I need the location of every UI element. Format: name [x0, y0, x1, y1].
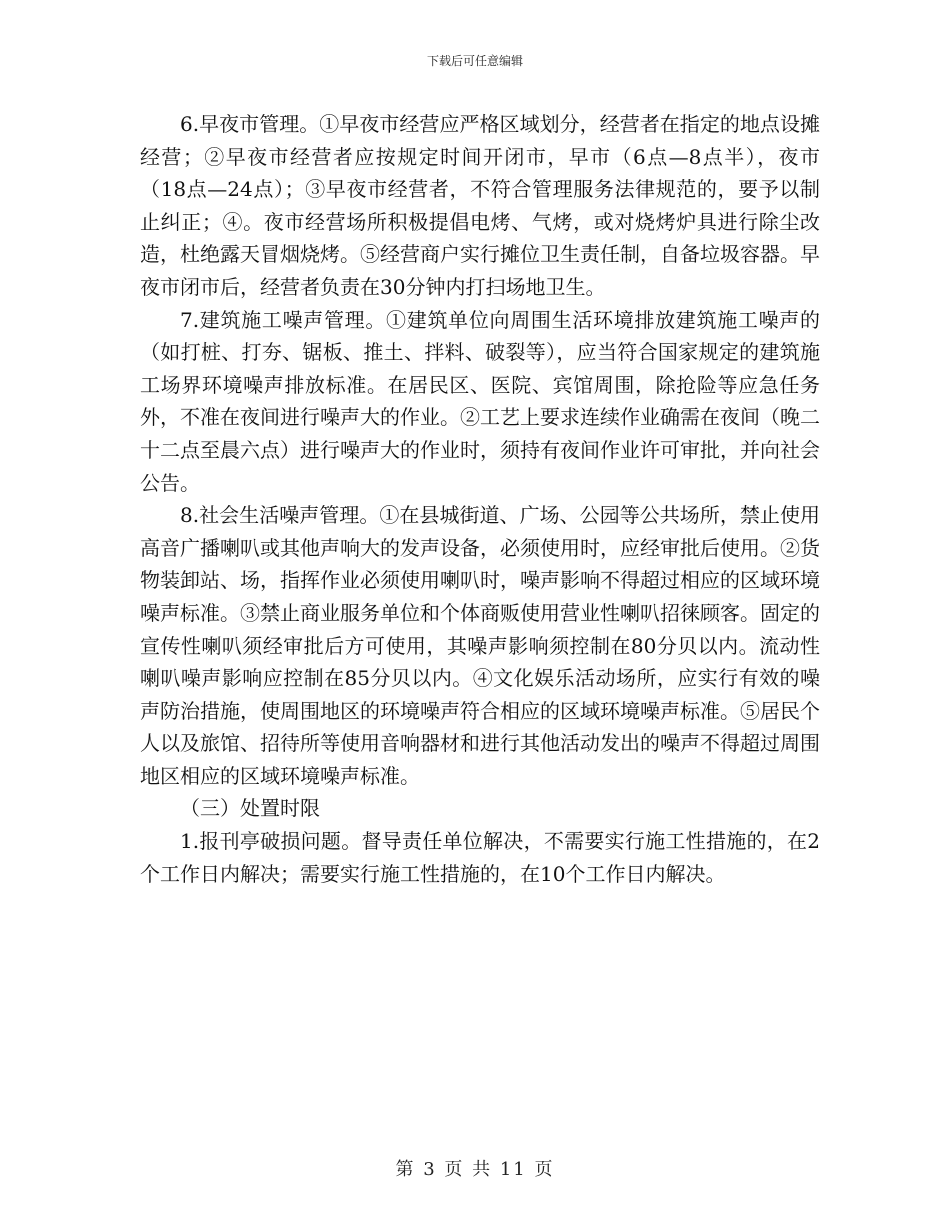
- paragraph-kiosk-damage: 1.报刊亭破损问题。督导责任单位解决，不需要实行施工性措施的，在2个工作日内解决；需要实行施工性措施的，在10个工作日内解决。: [140, 829, 820, 886]
- document-body: [140, 108, 820, 890]
- paragraph-social-noise: 8.社会生活噪声管理。①在县城街道、广场、公园等公共场所，禁止使用高音广播喇叭或其他声响大的发声设备，必须使用时，应经审批后使用。②货物装卸站、场，指挥作业必须使用喇叭时，噪声影响不得超过相应的区域环境噪声标准。③禁止商业服务单位和个体商贩使用营业性喇叭招徕顾客。固定的宣传性喇叭须经审批后方可使用，其噪声影响须控制在80分贝以内。流动性喇叭噪声影响应控制在85分贝以内。④文化娱乐活动场所，应实行有效的噪声防治措施，使周围地区的环境噪声符合相应的区域环境噪声标准。⑤居民个人以及旅馆、招待所等使用音响器材和进行其他活动发出的噪声不得超过周围地区相应的区域环境噪声标准。: [140, 503, 820, 788]
- page-number-footer: 第 3 页 共 11 页: [395, 1159, 555, 1180]
- paragraph-construction-noise: 7.建筑施工噪声管理。①建筑单位向周围生活环境排放建筑施工噪声的（如打桩、打夯、锯板、推土、拌料、破裂等），应当符合国家规定的建筑施工场界环境噪声排放标准。在居民区、医院、宾馆周围，除抢险等应急任务外，不准在夜间进行噪声大的作业。②工艺上要求连续作业确需在夜间（晚二十二点至晨六点）进行噪声大的作业时，须持有夜间作业许可审批，并向社会公告。: [140, 307, 820, 495]
- section-heading-time-limit: （三）处置时限: [180, 796, 320, 821]
- page-header: 下载后可任意编辑: [426, 54, 523, 68]
- paragraph-night-market: 6.早夜市管理。①早夜市经营应严格区域划分，经营者在指定的地点设摊经营；②早夜市经营者应按规定时间开闭市，早市（6点—8点半），夜市（18点—24点）；③早夜市经营者，不符合管理服务法律规范的，要予以制止纠正；④。夜市经营场所积极提倡电烤、气烤，或对烧烤炉具进行除尘改造，杜绝露天冒烟烧烤。⑤经营商户实行摊位卫生责任制，自备垃圾容器。早夜市闭市后，经营者负责在30分钟内打扫场地卫生。: [140, 112, 820, 299]
